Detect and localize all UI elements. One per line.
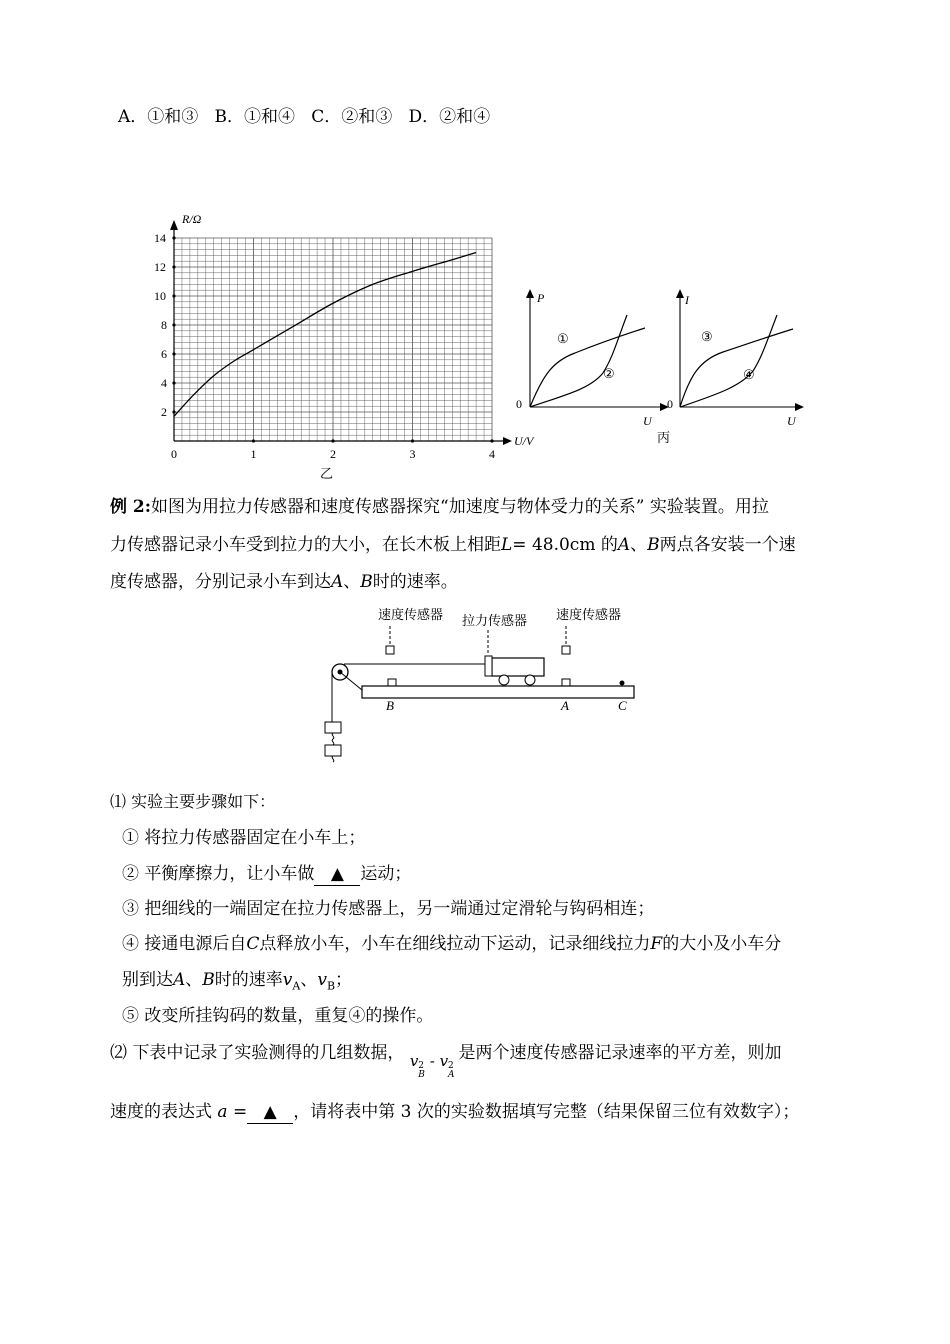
x-tick-label: 4 (489, 447, 495, 461)
y-tick-label: 2 (161, 405, 167, 419)
option-a: A．①和③ (118, 107, 199, 127)
curve-4-label: ④ (743, 367, 755, 382)
acceleration-answer-blank[interactable]: ▲ (247, 1101, 293, 1124)
grid-lines (174, 238, 492, 441)
curve-4 (680, 315, 777, 407)
y-axis-arrow (170, 220, 178, 230)
p-axis-arrow (526, 289, 534, 298)
curve-1 (530, 328, 645, 407)
part1-title: ⑴ 实验主要步骤如下： (110, 792, 276, 811)
curve-2-label: ② (603, 366, 615, 381)
point-c-label: C (618, 698, 627, 713)
apparatus-diagram (310, 598, 650, 770)
step2-answer-blank[interactable]: ▲ (314, 863, 360, 886)
part2-line1: ⑵ 下表中记录了实验测得的几组数据， v 2 B - v 2 A 是两个速度传感器记录速率的平方差，则加 (110, 1043, 782, 1080)
u-axis-2-arrow (795, 403, 804, 411)
answer-options (118, 106, 490, 128)
tick-labels (154, 231, 495, 461)
example2-label: 例 2: (110, 497, 152, 517)
y-axis-label: R/Ω (182, 212, 202, 226)
velocity-squared-formula: v 2 B - v 2 A (409, 1052, 455, 1080)
part1-step4: ④ 接通电源后自C点释放小车，小车在细线拉动下运动，记录细线拉力F的大小及小车分 (122, 934, 782, 954)
graph-caption-bing: 丙 (657, 430, 671, 445)
option-c: C．②和③ (311, 107, 393, 127)
sensor-left-label: 速度传感器 (378, 607, 444, 622)
hook-weight-1 (325, 722, 341, 733)
curve-3-label: ③ (701, 329, 713, 344)
part1-step3: ③ 把细线的一端固定在拉力传感器上，另一端通过定滑轮与钩码相连； (122, 899, 655, 919)
graph-caption-yi: 乙 (320, 466, 334, 481)
part1-step4-cont: 别到达A、B时的速率$v_A$、$v_B$； (122, 970, 353, 993)
option-b: B．①和④ (214, 107, 295, 127)
point-c-dot (620, 681, 625, 686)
part1-step5: ⑤ 改变所挂钩码的数量，重复④的操作。 (122, 1006, 434, 1026)
part1-step1: ① 将拉力传感器固定在小车上； (122, 828, 366, 848)
option-d: D．②和④ (408, 107, 491, 127)
x-tick-dot (331, 439, 334, 442)
x-tick-dot (411, 439, 414, 442)
x-axis-label: U/V (514, 434, 534, 448)
i-axis-arrow (676, 289, 684, 298)
part1-step2: ② 平衡摩擦力，让小车做 ▲ 运动； (122, 864, 412, 884)
y-tick-dot (172, 265, 175, 268)
example2-line2: 力传感器记录小车受到拉力的大小，在长木板上相距L= 48.0cm 的A、B两点各安装一个速 (110, 535, 796, 555)
p-label: P (537, 291, 545, 305)
hook-weight-2 (325, 745, 341, 756)
cart-wheel-right (525, 675, 535, 685)
example2-line1: 例 2:如图为用拉力传感器和速度传感器探究“加速度与物体受力的关系” 实验装置。用拉 (110, 497, 769, 517)
curve-2 (530, 315, 627, 407)
y-tick-dot (172, 352, 175, 355)
x-tick-label: 1 (250, 447, 257, 461)
x-tick-label: 0 (171, 447, 177, 461)
x-tick-label: 3 (409, 447, 416, 461)
y-tick-dot (172, 236, 175, 239)
sensor-left-top (386, 646, 394, 654)
x-tick-dot (252, 439, 255, 442)
graph-bing (505, 285, 825, 450)
y-tick-label: 4 (161, 376, 167, 390)
cart-wheel-left (499, 675, 509, 685)
sensor-b-box (388, 679, 396, 686)
origin-label-1: 0 (516, 397, 522, 411)
force-sensor (485, 656, 492, 676)
u-label-2: U (787, 414, 796, 428)
curve-3 (680, 329, 793, 407)
y-tick-label: 14 (154, 231, 166, 245)
u-label-1: U (643, 414, 652, 428)
long-board (362, 686, 634, 698)
y-tick-dot (172, 410, 175, 413)
point-b-label: B (386, 698, 394, 713)
curve-1-label: ① (557, 331, 569, 346)
sensor-mid-label: 拉力传感器 (462, 613, 528, 628)
sensor-right-top (562, 646, 570, 654)
y-tick-dot (172, 381, 175, 384)
y-tick-label: 10 (154, 289, 166, 303)
origin-label-2: 0 (667, 397, 673, 411)
sensor-right-label: 速度传感器 (556, 607, 622, 622)
y-tick-label: 12 (154, 260, 166, 274)
part2-line2: 速度的表达式 a = ▲ ，请将表中第 3 次的实验数据填写完整（结果保留三位有效数字）； (110, 1102, 800, 1122)
y-tick-label: 8 (161, 318, 167, 332)
x-tick-label: 2 (330, 447, 336, 461)
cart-body (492, 658, 544, 676)
graph-yi (140, 210, 540, 490)
i-label: I (685, 293, 689, 307)
x-tick-dot (490, 439, 493, 442)
y-tick-label: 6 (161, 347, 167, 361)
sensor-a-box (562, 679, 570, 686)
y-tick-dot (172, 294, 175, 297)
y-tick-dot (172, 323, 175, 326)
example2-line3: 度传感器，分别记录小车到达A、B时的速率。 (110, 572, 458, 592)
point-a-label: A (561, 698, 569, 713)
